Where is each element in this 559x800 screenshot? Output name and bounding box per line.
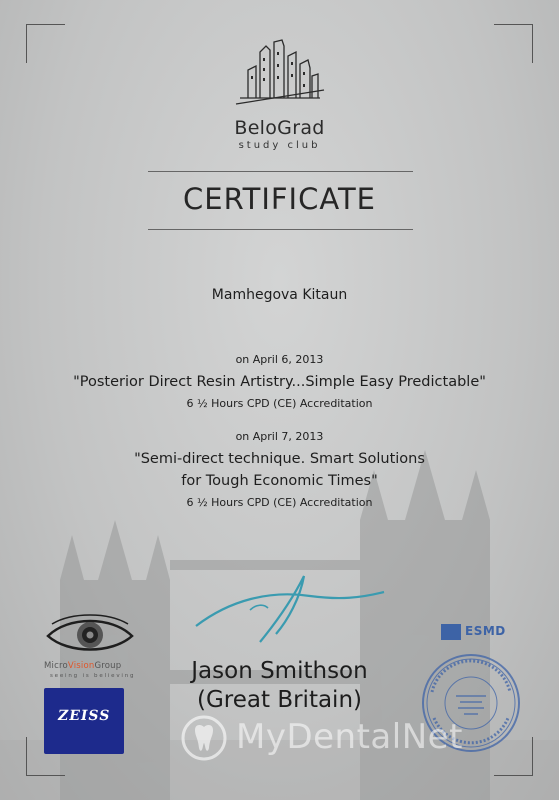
event-2-course-title-line-2: for Tough Economic Times": [181, 473, 378, 489]
event-2-accreditation: 6 ½ Hours CPD (CE) Accreditation: [186, 496, 373, 509]
event-1-course-title: "Posterior Direct Resin Artistry...Simple Easy Predictable": [73, 374, 486, 390]
event-1-date: on April 6, 2013: [235, 353, 324, 366]
watermark-text: MyDentalNet: [236, 717, 463, 757]
title-rule-bottom: [148, 229, 413, 230]
esmd-logo-text: ESMD: [465, 624, 506, 638]
microvision-name-part2: Vision: [67, 661, 95, 671]
microvision-name-part1: Micro: [44, 661, 68, 671]
event-2-date: on April 7, 2013: [235, 430, 324, 443]
title-rule-top: [148, 171, 413, 172]
zeiss-logo-text: ZEISS: [56, 708, 112, 724]
recipient-name: Mamhegova Kitaun: [211, 287, 348, 303]
event-2-course-title-line-1: "Semi-direct technique. Smart Solutions: [134, 451, 425, 467]
signer-country: (Great Britain): [197, 687, 362, 713]
organization-name: BeloGrad: [234, 117, 325, 139]
esmd-logo-icon: [441, 624, 461, 640]
belograd-skyline-logo-icon: [234, 38, 326, 106]
zeiss-logo: [44, 688, 124, 754]
certificate-title: CERTIFICATE: [183, 182, 376, 216]
event-1-accreditation: 6 ½ Hours CPD (CE) Accreditation: [186, 397, 373, 410]
organization-subtitle: study club: [238, 140, 321, 151]
microvision-name-part3: Group: [94, 661, 122, 671]
signature-image: [190, 574, 390, 654]
frame-corner-top-left: [26, 24, 65, 63]
microvision-eye-logo-icon: [46, 614, 134, 660]
signer-name: Jason Smithson: [191, 658, 368, 684]
frame-corner-top-right: [494, 24, 533, 63]
tooth-watermark-icon: [180, 714, 228, 762]
microvision-logo-text: [44, 661, 121, 671]
microvision-tagline: seeing is believing: [50, 673, 136, 679]
